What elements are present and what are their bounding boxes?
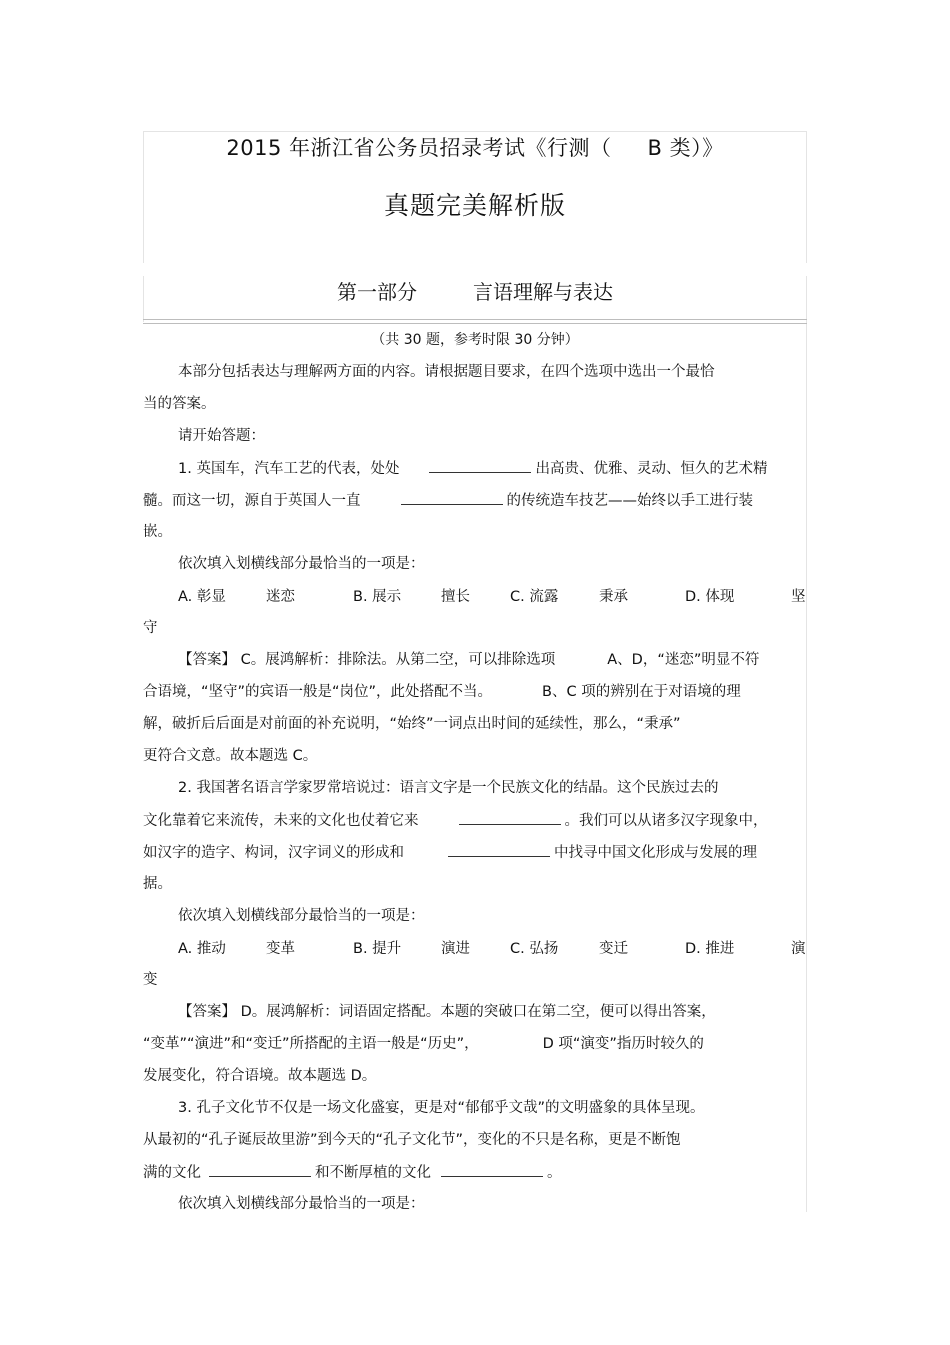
double-rule-divider bbox=[143, 319, 807, 324]
q2-option-d: D. 推进 bbox=[685, 941, 735, 957]
intro-line-1: 本部分包括表达与理解两方面的内容。请根据题目要求，在四个选项中选出一个最恰 bbox=[178, 364, 715, 380]
q1-answer-a: 【答案】 C。展鸿解析：排除法。从第二空，可以排除选项 bbox=[178, 652, 556, 668]
q2-line-2 bbox=[143, 810, 768, 831]
q1-option-d: D. 体现 bbox=[685, 589, 735, 605]
q2-answer-line-2 bbox=[143, 1034, 704, 1054]
q1-option-c: C. 流露 bbox=[510, 589, 559, 605]
q1-answer-line-4: 更符合文意。故本题选 C。 bbox=[143, 748, 318, 764]
q2-option-wrap: 变 bbox=[143, 972, 158, 988]
q3-line-1: 3. 孔子文化节不仅是一场文化盛宴，更是对“郁郁乎文哉”的文明盛象的具体呈现。 bbox=[178, 1100, 705, 1116]
title-part-b: B 类）》 bbox=[647, 136, 724, 160]
q2-blank-1 bbox=[459, 810, 561, 825]
q1-option-wrap: 守 bbox=[143, 620, 158, 636]
q1-line-2 bbox=[143, 490, 753, 511]
q1-answer-line-3: 解，破折后后面是对前面的补充说明，“始终”一词点出时间的延续性，那么，“秉承” bbox=[143, 716, 681, 732]
q1-answer-line-1 bbox=[178, 650, 759, 670]
q2-option-c-word2: 变迁 bbox=[599, 941, 628, 957]
q1-option-d-word2: 坚 bbox=[791, 589, 806, 605]
q1-text-a: 1. 英国车，汽车工艺的代表，处处 bbox=[178, 461, 400, 477]
q2-prompt: 依次填入划横线部分最恰当的一项是： bbox=[178, 908, 425, 924]
q1-option-c-word2: 秉承 bbox=[599, 589, 628, 605]
document-title bbox=[0, 132, 950, 162]
q2-answer-a: “变革”“演进”和“变迁”所搭配的主语一般是“历史”， bbox=[143, 1036, 479, 1052]
q1-text-c: 髓。而这一切，源自于英国人一直 bbox=[143, 493, 361, 509]
q3-line-2: 从最初的“孔子诞辰故里游”到今天的“孔子文化节”，变化的不只是名称，更是不断饱 bbox=[143, 1132, 681, 1148]
q3-text-a: 满的文化 bbox=[143, 1165, 201, 1181]
intro-start: 请开始答题： bbox=[178, 428, 265, 444]
q1-blank-1 bbox=[429, 458, 531, 473]
q2-text-c: 如汉字的造字、构词，汉字词义的形成和 bbox=[143, 845, 404, 861]
q3-blank-1 bbox=[209, 1162, 311, 1177]
title-part-a: 2015 年浙江省公务员招录考试《行测（ bbox=[226, 136, 612, 160]
q1-text-d: 的传统造车技艺——始终以手工进行装 bbox=[506, 493, 753, 509]
q2-answer-line-1: 【答案】 D。展鸿解析：词语固定搭配。本题的突破口在第二空，便可以得出答案， bbox=[178, 1004, 716, 1020]
q1-prompt: 依次填入划横线部分最恰当的一项是： bbox=[178, 556, 425, 572]
intro-line-2: 当的答案。 bbox=[143, 396, 216, 412]
q2-text-a: 文化靠着它来流传，未来的文化也仗着它来 bbox=[143, 813, 419, 829]
q2-text-b: 。我们可以从诸多汉字现象中， bbox=[564, 813, 768, 829]
part-meta: （共 30 题，参考时限 30 分钟） bbox=[371, 332, 579, 348]
q1-option-a-word2: 迷恋 bbox=[266, 589, 295, 605]
q2-option-b-word2: 演进 bbox=[441, 941, 470, 957]
q2-blank-2 bbox=[448, 842, 550, 857]
q2-answer-b: D 项“演变”指历时较久的 bbox=[542, 1036, 704, 1052]
q3-text-c: 。 bbox=[547, 1165, 562, 1181]
q3-text-b: 和不断厚植的文化 bbox=[315, 1165, 431, 1181]
q1-option-b-word2: 擅长 bbox=[441, 589, 470, 605]
q2-line-4: 据。 bbox=[143, 876, 172, 892]
q2-answer-line-3: 发展变化，符合语境。故本题选 D。 bbox=[143, 1068, 377, 1084]
q1-line-1 bbox=[178, 458, 767, 479]
q3-blank-2 bbox=[441, 1162, 543, 1177]
q2-option-a: A. 推动 bbox=[178, 941, 226, 957]
part-label: 第一部分 bbox=[337, 280, 417, 304]
q2-option-d-word2: 演 bbox=[791, 941, 806, 957]
document-subtitle: 真题完美解析版 bbox=[383, 191, 566, 220]
q2-option-c: C. 弘扬 bbox=[510, 941, 559, 957]
q1-line-3: 嵌。 bbox=[143, 524, 172, 540]
q1-option-a: A. 彰显 bbox=[178, 589, 226, 605]
q2-text-d: 中找寻中国文化形成与发展的理 bbox=[554, 845, 757, 861]
q2-option-b: B. 提升 bbox=[353, 941, 402, 957]
q3-prompt: 依次填入划横线部分最恰当的一项是： bbox=[178, 1196, 425, 1212]
q2-line-1: 2. 我国著名语言学家罗常培说过：语言文字是一个民族文化的结晶。这个民族过去的 bbox=[178, 780, 719, 796]
part-heading bbox=[0, 276, 950, 305]
q1-blank-2 bbox=[401, 490, 503, 505]
q1-answer-c: 合语境，“坚守”的宾语一般是“岗位”，此处搭配不当。 bbox=[143, 684, 493, 700]
q2-line-3 bbox=[143, 842, 757, 863]
q1-answer-d: B、C 项的辨别在于对语境的理 bbox=[542, 684, 741, 700]
q1-answer-b: A、D，“迷恋”明显不符 bbox=[607, 652, 760, 668]
q1-option-b: B. 展示 bbox=[353, 589, 402, 605]
part-name: 言语理解与表达 bbox=[473, 280, 613, 304]
q3-line-3 bbox=[143, 1162, 562, 1183]
q1-answer-line-2 bbox=[143, 682, 741, 702]
q1-text-b: 出高贵、优雅、灵动、恒久的艺术精 bbox=[535, 461, 768, 477]
q2-option-a-word2: 变革 bbox=[266, 941, 295, 957]
